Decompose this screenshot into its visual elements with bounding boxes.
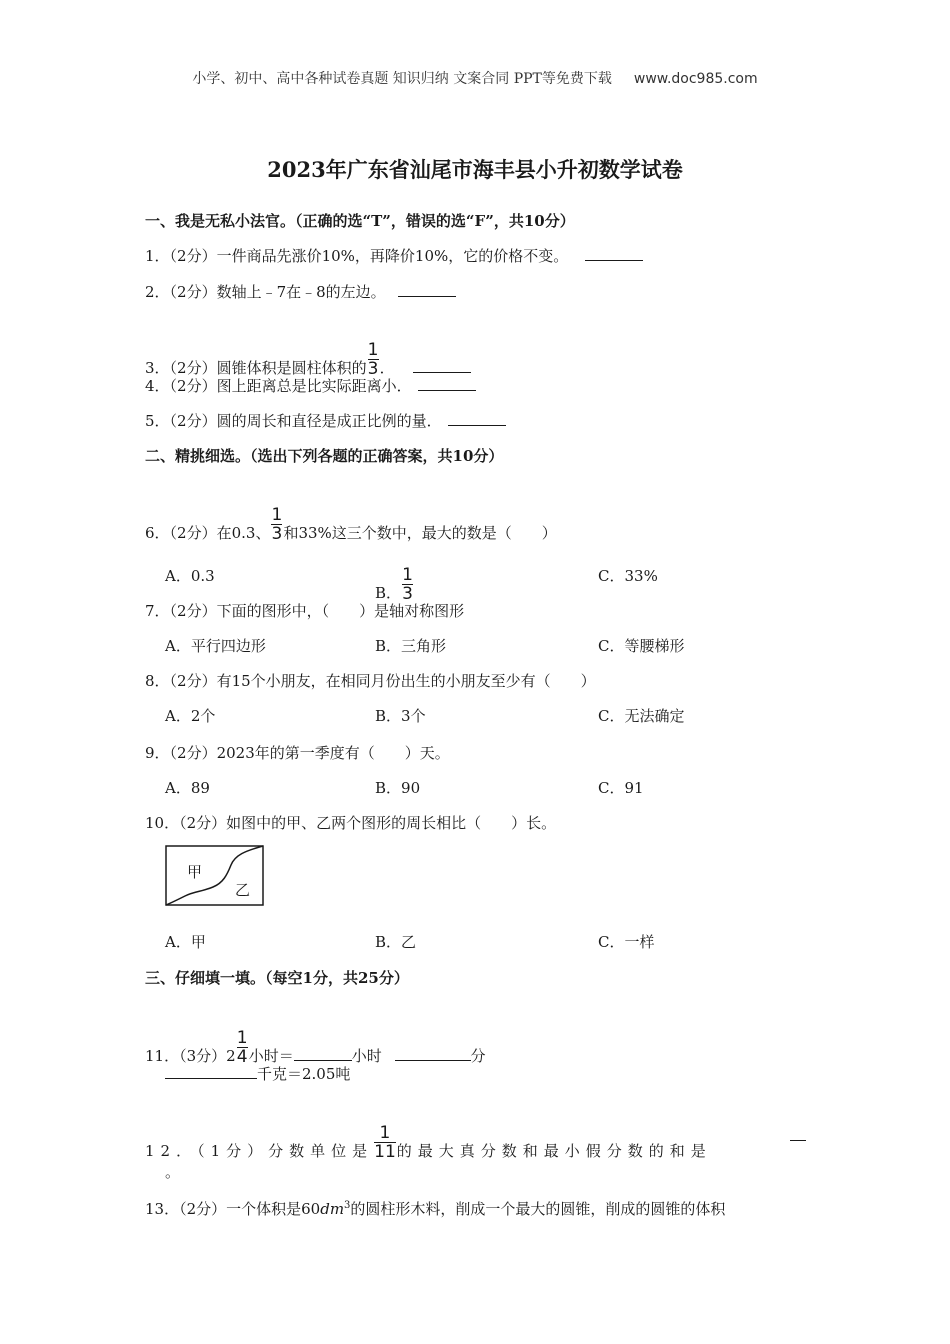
header-text: 小学、初中、高中各种试卷真题 知识归纳 文案合同 PPT等免费下载	[192, 71, 612, 87]
q6-option-c[interactable]: C．33%	[598, 567, 658, 585]
question-13-exp: 3	[344, 1200, 351, 1211]
question-12-end: 。	[165, 1163, 181, 1181]
question-11	[145, 1029, 486, 1066]
fraction-numerator: 1	[402, 565, 413, 585]
question-13	[145, 1196, 725, 1219]
fraction-numerator: 1	[379, 1123, 391, 1143]
q8-option-c[interactable]: C．无法确定	[598, 707, 685, 725]
question-6-rest: 和33%这三个数中，最大的数是（ ）	[283, 524, 557, 542]
fraction-numerator: 1	[271, 505, 283, 525]
q10-option-a[interactable]: A．甲	[165, 933, 206, 951]
question-12	[145, 1124, 805, 1161]
fraction-denominator: 3	[367, 359, 379, 379]
fraction-denominator: 3	[402, 584, 413, 604]
q10-option-b[interactable]: B．乙	[375, 933, 417, 951]
q9-option-b[interactable]: B．90	[375, 779, 421, 797]
question-11-text: 11．（3分）2	[145, 1047, 236, 1065]
fraction-numerator: 1	[367, 340, 379, 360]
question-2	[145, 282, 456, 302]
answer-blank-11a[interactable]	[294, 1046, 352, 1061]
header-site-link[interactable]: www.doc985.com	[633, 71, 758, 87]
q8-option-a[interactable]: A．2个	[165, 707, 216, 725]
section-1-heading: 一、我是无私小法官。（正确的选“T”，错误的选“F”，共10分）	[145, 212, 575, 230]
fraction-one-quarter	[237, 1029, 248, 1066]
site-header	[0, 68, 950, 88]
fraction-one-third	[368, 341, 379, 378]
question-1	[145, 246, 643, 266]
question-4	[145, 376, 476, 396]
fraction-one-eleventh	[374, 1124, 396, 1161]
answer-blank-12[interactable]	[790, 1126, 806, 1141]
fraction-numerator: 1	[236, 1028, 248, 1048]
q6-option-b-label: B．	[375, 584, 402, 602]
label-jia: 甲	[187, 863, 203, 881]
question-12-text: 12．（1分）分数单位是	[145, 1142, 374, 1160]
question-12-rest: 的最大真分数和最小假分数的和是	[396, 1142, 712, 1160]
answer-blank-3[interactable]	[413, 358, 471, 373]
question-8: 8．（2分）有15个小朋友，在相同月份出生的小朋友至少有（ ）	[145, 672, 596, 690]
question-10: 10．（2分）如图中的甲、乙两个图形的周长相比（ ）长。	[145, 814, 557, 832]
q9-option-a[interactable]: A．89	[165, 779, 210, 797]
question-4-text: 4．（2分）图上距离总是比实际距离小．	[145, 377, 412, 395]
fraction-one-third	[402, 566, 413, 603]
question-11-post: 分	[470, 1047, 486, 1065]
section-2-heading: 二、精挑细选。（选出下列各题的正确答案，共10分）	[145, 447, 504, 465]
perimeter-figure	[165, 845, 265, 907]
question-3-end: ．	[379, 359, 395, 377]
q6-option-a[interactable]: A．0.3	[165, 567, 215, 585]
question-6	[145, 506, 557, 543]
question-13-unit: dm	[320, 1200, 345, 1218]
answer-blank-11c[interactable]	[165, 1064, 257, 1079]
question-6-text: 6．（2分）在0.3、	[145, 524, 271, 542]
answer-blank-4[interactable]	[418, 376, 476, 391]
q7-option-b[interactable]: B．三角形	[375, 637, 447, 655]
question-11-mid2: 小时	[351, 1047, 382, 1065]
fraction-one-third	[271, 506, 282, 543]
q9-option-c[interactable]: C．91	[598, 779, 644, 797]
fraction-denominator: 4	[236, 1047, 248, 1067]
q10-option-c[interactable]: C．一样	[598, 933, 655, 951]
exam-title: 2023年广东省汕尾市海丰县小升初数学试卷	[267, 157, 683, 182]
section-3-heading: 三、仔细填一填。（每空1分，共25分）	[145, 969, 409, 987]
q6-option-b[interactable]	[375, 566, 414, 603]
question-11-mid1: 小时＝	[248, 1047, 294, 1065]
q7-option-c[interactable]: C．等腰梯形	[598, 637, 685, 655]
question-3-text: 3．（2分）圆锥体积是圆柱体积的	[145, 359, 367, 377]
question-13-text: 13．（2分）一个体积是60	[145, 1200, 321, 1218]
answer-blank-2[interactable]	[398, 282, 456, 297]
answer-blank-5[interactable]	[448, 411, 506, 426]
question-11-line2-text: 千克＝2.05吨	[257, 1065, 351, 1083]
question-5	[145, 411, 506, 431]
question-9: 9．（2分）2023年的第一季度有（ ）天。	[145, 744, 450, 762]
question-7: 7．（2分）下面的图形中，（ ）是轴对称图形	[145, 602, 465, 620]
question-13-rest: 的圆柱形木料，削成一个最大的圆锥，削成的圆锥的体积	[350, 1200, 726, 1218]
fraction-denominator: 11	[374, 1142, 396, 1162]
answer-blank-1[interactable]	[585, 246, 643, 261]
q8-option-b[interactable]: B．3个	[375, 707, 426, 725]
question-5-text: 5．（2分）圆的周长和直径是成正比例的量．	[145, 412, 442, 430]
q7-option-a[interactable]: A．平行四边形	[165, 637, 266, 655]
question-2-text: 2．（2分）数轴上﹣7在﹣8的左边。	[145, 283, 386, 301]
fraction-denominator: 3	[271, 524, 283, 544]
question-1-text: 1．（2分）一件商品先涨价10%，再降价10%，它的价格不变。	[145, 247, 569, 265]
label-yi: 乙	[235, 881, 251, 899]
question-3	[145, 341, 471, 378]
question-11-line2	[165, 1064, 350, 1084]
answer-blank-11b[interactable]	[395, 1046, 471, 1061]
